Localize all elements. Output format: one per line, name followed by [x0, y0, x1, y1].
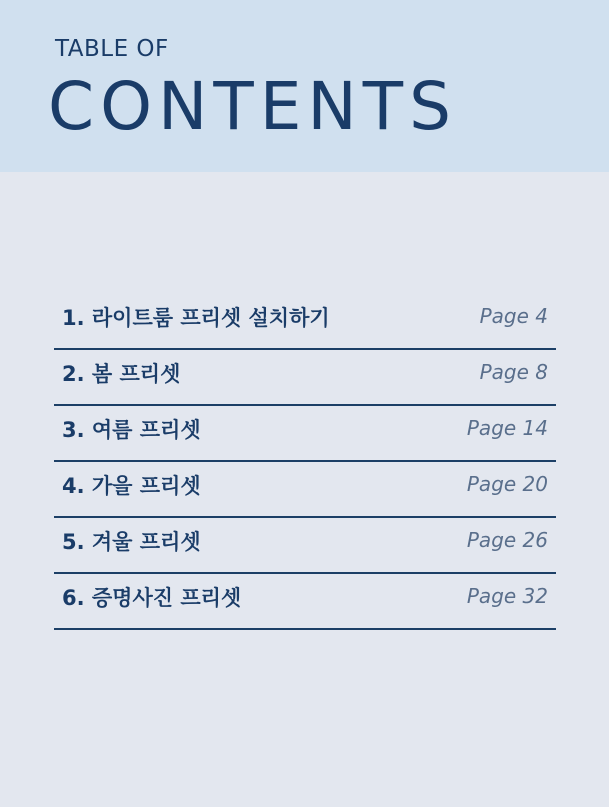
toc-entry-page: Page 4	[479, 304, 548, 328]
toc-entry-page: Page 8	[479, 360, 548, 384]
toc-entry-presets-install[interactable]	[54, 294, 556, 350]
toc-entry-winter[interactable]	[54, 518, 556, 574]
toc-entry-label: 5. 겨울 프리셋	[62, 530, 201, 554]
toc-entry-page: Page 20	[466, 472, 548, 496]
toc-entry-summer[interactable]	[54, 406, 556, 462]
title-table-of: TABLE OF	[55, 36, 169, 62]
toc-entry-autumn[interactable]	[54, 462, 556, 518]
table-of-contents	[54, 294, 556, 630]
header-band	[0, 0, 609, 172]
toc-entry-label: 6. 증명사진 프리셋	[62, 586, 242, 610]
toc-entry-page: Page 26	[466, 528, 548, 552]
title-contents: CONTENTS	[48, 68, 458, 145]
toc-entry-label: 4. 가을 프리셋	[62, 474, 201, 498]
toc-entry-spring[interactable]	[54, 350, 556, 406]
toc-entry-page: Page 32	[466, 584, 548, 608]
toc-entry-id-photo[interactable]	[54, 574, 556, 630]
toc-entry-page: Page 14	[466, 416, 548, 440]
toc-entry-label: 2. 봄 프리셋	[62, 362, 181, 386]
toc-entry-label: 1. 라이트룸 프리셋 설치하기	[62, 306, 330, 330]
toc-entry-label: 3. 여름 프리셋	[62, 418, 201, 442]
